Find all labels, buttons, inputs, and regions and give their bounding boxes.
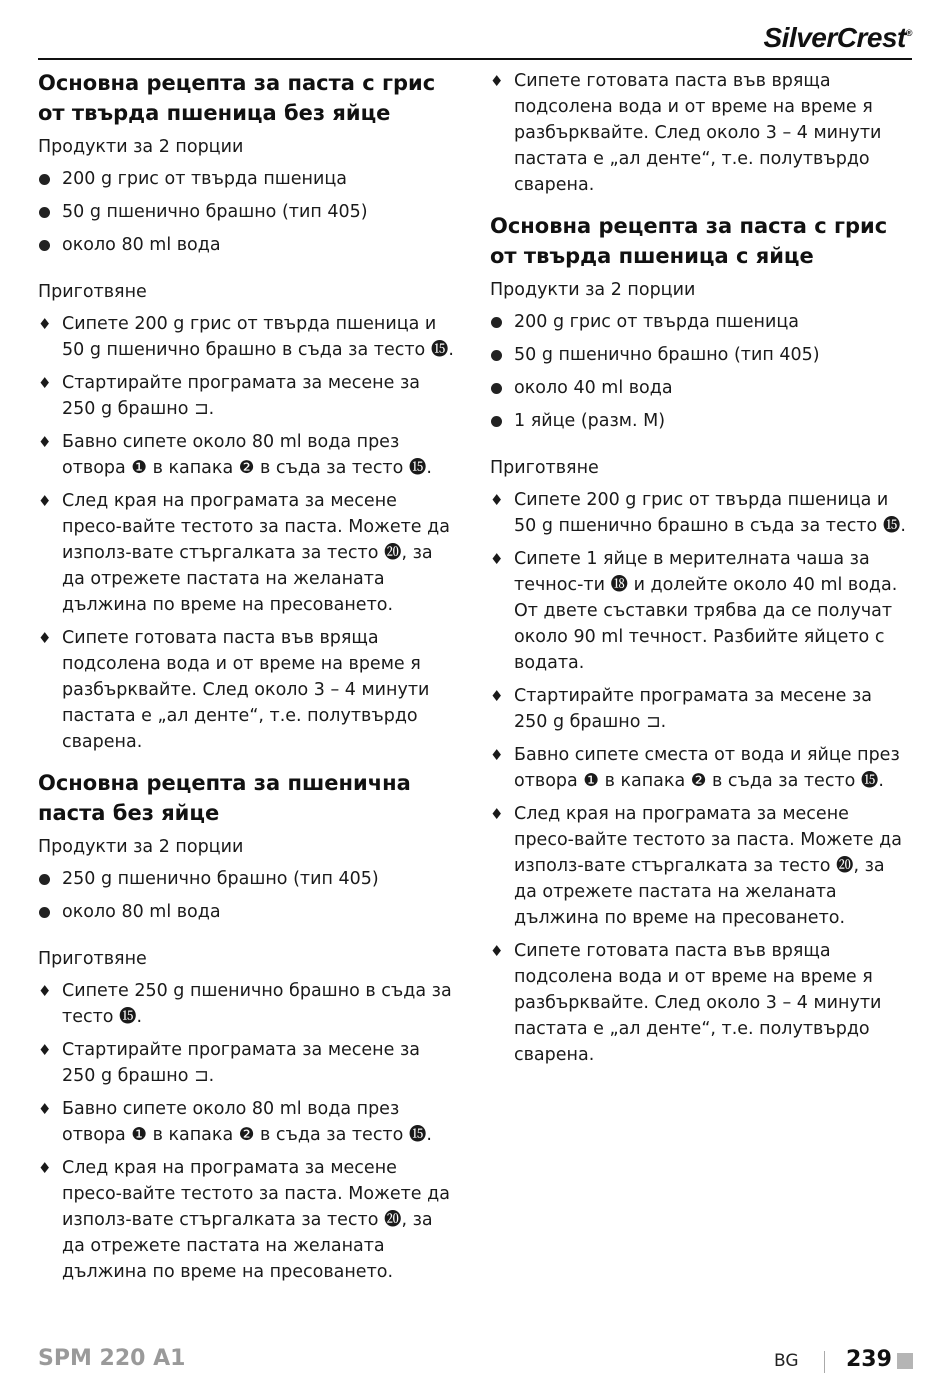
ingredient-list <box>38 866 456 925</box>
step-item: ♦ Сипете 200 g грис от твърда пшеница и 50 g пшенично брашно в съда за тесто ⓯. <box>38 311 456 363</box>
step-item: ♦ Сипете 200 g грис от твърда пшеница и 50 g пшенично брашно в съда за тесто ⓯. <box>490 487 908 539</box>
diamond-icon: ♦ <box>38 629 52 647</box>
ingredient-list <box>38 166 456 258</box>
header-rule <box>38 58 912 60</box>
section-title: Основна рецепта за паста с грис от твърда пшеница с яйце <box>490 214 888 268</box>
diamond-icon: ♦ <box>38 1041 52 1059</box>
step-list <box>490 487 908 1068</box>
ingredient-list <box>490 309 908 434</box>
step-item: ♦ Сипете готовата паста във вряща подсолена вода и от време на време я разбърквайте. След около 3 – 4 минути пастата е „ал денте“, т.е. полутвърдо сварена. <box>38 625 456 755</box>
step-item: ♦ Бавно сипете сместа от вода и яйце през отвора ❶ в капака ❷ в съда за тесто ⓯. <box>490 742 908 794</box>
section-title: Основна рецепта за паста с грис от твърда пшеница без яйце <box>38 71 436 125</box>
square-icon <box>897 1353 913 1369</box>
diamond-icon: ♦ <box>490 805 504 823</box>
step-list <box>38 978 456 1285</box>
footer-divider <box>824 1351 825 1373</box>
list-item: 50 g пшенично брашно (тип 405) <box>38 199 456 225</box>
step-item: ♦ Сипете готовата паста във вряща подсолена вода и от време на време я разбърквайте. След около 3 – 4 минути пастата е „ал денте“, т.е. полутвърдо сварена. <box>490 938 908 1068</box>
step-item: ♦ След края на програмата за месене пресо-вайте тестото за паста. Можете да използ-вате стъргалката за тесто ⓴, за да отрежете пастата на желаната дължина по време на пресоването. <box>38 1155 456 1285</box>
diamond-icon: ♦ <box>38 1159 52 1177</box>
prep-label: Приготвяне <box>38 949 147 969</box>
diamond-icon: ♦ <box>490 942 504 960</box>
step-item: ♦ Стартирайте програмата за месене за 250 g брашно ⊐. <box>490 683 908 735</box>
list-item: около 80 ml вода <box>38 232 456 258</box>
portions-label: Продукти за 2 порции <box>490 280 696 300</box>
diamond-icon: ♦ <box>490 491 504 509</box>
diamond-icon: ♦ <box>490 550 504 568</box>
diamond-icon: ♦ <box>38 433 52 451</box>
prep-label: Приготвяне <box>38 282 147 302</box>
step-list <box>490 68 908 198</box>
step-item: ♦ Стартирайте програмата за месене за 250 g брашно ⊐. <box>38 370 456 422</box>
step-item: ♦ Бавно сипете около 80 ml вода през отвора ❶ в капака ❷ в съда за тесто ⓯. <box>38 1096 456 1148</box>
list-item: 1 яйце (разм. M) <box>490 408 908 434</box>
portions-label: Продукти за 2 порции <box>38 837 244 857</box>
list-item: 250 g пшенично брашно (тип 405) <box>38 866 456 892</box>
list-item: 200 g грис от твърда пшеница <box>490 309 908 335</box>
prep-label: Приготвяне <box>490 458 599 478</box>
list-item: около 40 ml вода <box>490 375 908 401</box>
left-column <box>38 68 456 1292</box>
page-number: 239 <box>846 1347 892 1372</box>
diamond-icon: ♦ <box>490 687 504 705</box>
list-item: 200 g грис от твърда пшеница <box>38 166 456 192</box>
diamond-icon: ♦ <box>38 1100 52 1118</box>
step-item: ♦ Бавно сипете около 80 ml вода през отвора ❶ в капака ❷ в съда за тесто ⓯. <box>38 429 456 481</box>
diamond-icon: ♦ <box>38 315 52 333</box>
portions-label: Продукти за 2 порции <box>38 137 244 157</box>
language-code: BG <box>774 1351 799 1371</box>
step-item: ♦ Сипете 250 g пшенично брашно в съда за тесто ⓯. <box>38 978 456 1030</box>
diamond-icon: ♦ <box>490 746 504 764</box>
diamond-icon: ♦ <box>38 982 52 1000</box>
step-item: ♦ След края на програмата за месене пресо-вайте тестото за паста. Можете да използ-вате стъргалката за тесто ⓴, за да отрежете пастата на желаната дължина по време на пресоването. <box>38 488 456 618</box>
list-item: 50 g пшенично брашно (тип 405) <box>490 342 908 368</box>
section-title: Основна рецепта за пшенична паста без яйце <box>38 771 411 825</box>
diamond-icon: ♦ <box>38 492 52 510</box>
diamond-icon: ♦ <box>490 72 504 90</box>
brand-logo: SilverCrest® <box>763 22 912 53</box>
step-item: ♦ Сипете готовата паста във вряща подсолена вода и от време на време я разбърквайте. След около 3 – 4 минути пастата е „ал денте“, т.е. полутвърдо сварена. <box>490 68 908 198</box>
step-item: ♦ Стартирайте програмата за месене за 250 g брашно ⊐. <box>38 1037 456 1089</box>
step-list <box>38 311 456 755</box>
list-item: около 80 ml вода <box>38 899 456 925</box>
model-number: SPM 220 A1 <box>38 1346 186 1371</box>
step-item: ♦ След края на програмата за месене пресо-вайте тестото за паста. Можете да използ-вате стъргалката за тесто ⓴, за да отрежете пастата на желаната дължина по време на пресоването. <box>490 801 908 931</box>
right-column <box>490 68 908 1075</box>
diamond-icon: ♦ <box>38 374 52 392</box>
step-item: ♦ Сипете 1 яйце в мерителната чаша за течнос-ти ⓲ и долейте около 40 ml вода. От двете съставки трябва да се получат около 90 ml течност. Разбийте яйцето с водата. <box>490 546 908 676</box>
